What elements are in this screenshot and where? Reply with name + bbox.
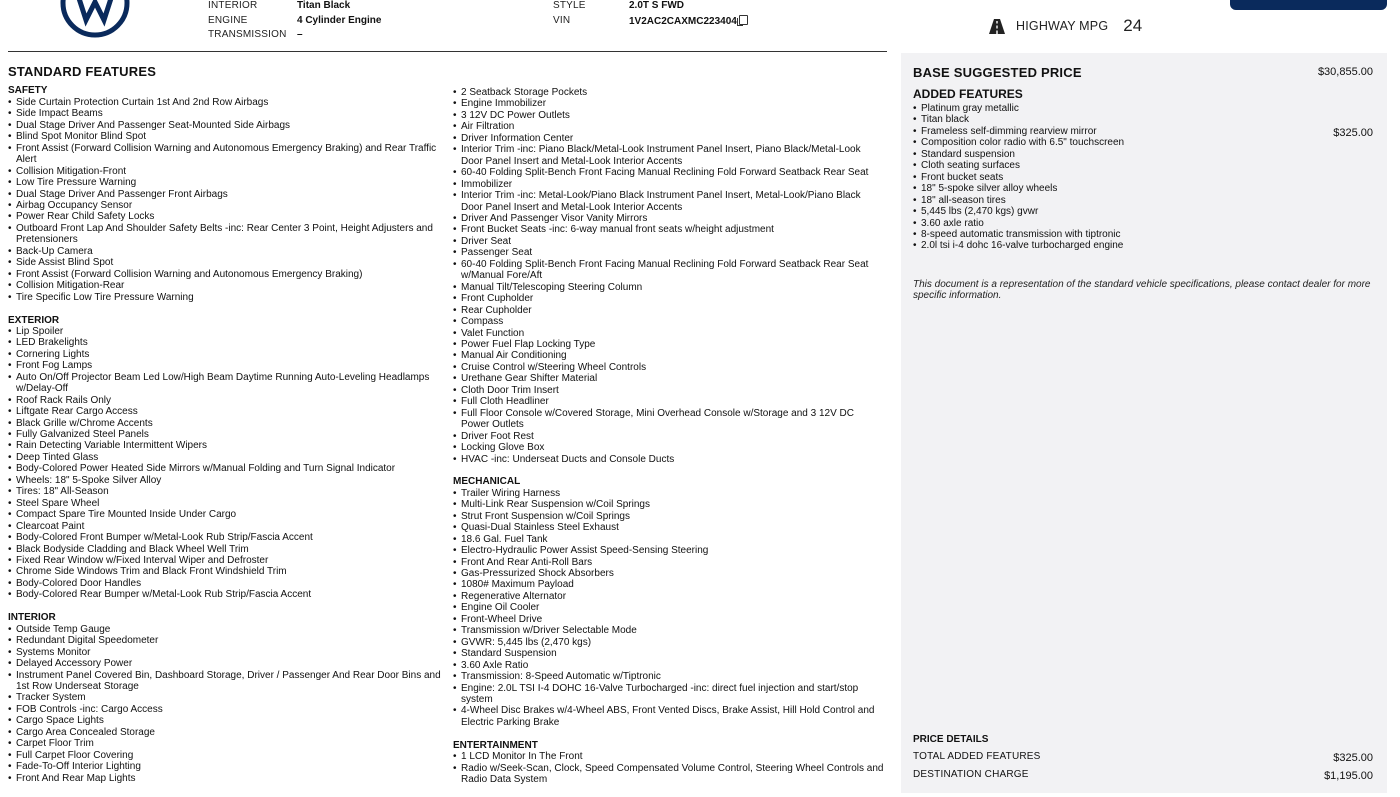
spec-label: INTERIOR bbox=[208, 0, 258, 11]
features-column-2 bbox=[453, 87, 885, 797]
feature-item: • Rear Cupholder bbox=[453, 305, 885, 316]
feature-item: • 60-40 Folding Split-Bench Front Facing Manual Reclining Fold Forward Seatback Rear Seat w/Manual Fore/Aft bbox=[453, 259, 885, 282]
feature-item: • 1 LCD Monitor In The Front bbox=[453, 751, 885, 762]
feature-item: • Cruise Control w/Steering Wheel Controls bbox=[453, 362, 885, 373]
feature-item: • 60-40 Folding Split-Bench Front Facing Manual Reclining Fold Forward Seatback Rear Seat bbox=[453, 167, 885, 178]
feature-item: • Transmission w/Driver Selectable Mode bbox=[453, 625, 885, 636]
feature-item: • Locking Glove Box bbox=[453, 442, 885, 453]
feature-list bbox=[453, 488, 885, 729]
spec-value bbox=[629, 15, 748, 27]
feature-item: • Fixed Rear Window w/Fixed Interval Wiper and Defroster bbox=[8, 555, 448, 566]
added-feature-item: • Front bucket seats bbox=[913, 172, 1124, 183]
feature-item: • 1080# Maximum Payload bbox=[453, 579, 885, 590]
feature-list bbox=[453, 751, 885, 785]
feature-item: • HVAC -inc: Underseat Ducts and Console Ducts bbox=[453, 454, 885, 465]
feature-item: • Front Assist (Forward Collision Warning and Autonomous Emergency Braking) and Rear Traffic Alert bbox=[8, 143, 448, 166]
feature-item: • Outside Temp Gauge bbox=[8, 624, 448, 635]
spec-label: VIN bbox=[553, 15, 571, 26]
feature-item: • Engine: 2.0L TSI I-4 DOHC 16-Valve Turbocharged -inc: direct fuel injection and start/stop system bbox=[453, 683, 885, 706]
price-detail-value: $1,195.00 bbox=[1324, 770, 1373, 782]
feature-item: • Compass bbox=[453, 316, 885, 327]
highway-mpg-label: HIGHWAY MPG bbox=[1016, 19, 1109, 33]
highway-mpg bbox=[988, 14, 1142, 38]
added-feature-item: • Cloth seating surfaces bbox=[913, 160, 1124, 171]
added-feature-item: • 18" all-season tires bbox=[913, 195, 1124, 206]
feature-item: • Driver Foot Rest bbox=[453, 431, 885, 442]
feature-item: • Systems Monitor bbox=[8, 647, 448, 658]
feature-item: • GVWR: 5,445 lbs (2,470 kgs) bbox=[453, 637, 885, 648]
feature-item: • Tracker System bbox=[8, 692, 448, 703]
feature-item: • Body-Colored Power Heated Side Mirrors w/Manual Folding and Turn Signal Indicator bbox=[8, 463, 448, 474]
feature-item: • Standard Suspension bbox=[453, 648, 885, 659]
feature-item: • Driver And Passenger Visor Vanity Mirrors bbox=[453, 213, 885, 224]
feature-item: • Tire Specific Low Tire Pressure Warning bbox=[8, 292, 448, 303]
base-price-label: BASE SUGGESTED PRICE bbox=[913, 65, 1082, 80]
feature-item: • Deep Tinted Glass bbox=[8, 452, 448, 463]
feature-list bbox=[453, 87, 885, 465]
feature-item: • Front Assist (Forward Collision Warning and Autonomous Emergency Braking) bbox=[8, 269, 448, 280]
top-action-button[interactable] bbox=[1230, 0, 1387, 10]
feature-item: • Body-Colored Front Bumper w/Metal-Look Rub Strip/Fascia Accent bbox=[8, 532, 448, 543]
feature-item: • Fade-To-Off Interior Lighting bbox=[8, 761, 448, 772]
feature-item: • Immobilizer bbox=[453, 179, 885, 190]
added-feature-item: • Platinum gray metallic bbox=[913, 103, 1124, 114]
feature-list bbox=[8, 326, 448, 601]
feature-item: • Lip Spoiler bbox=[8, 326, 448, 337]
feature-item: • Front And Rear Map Lights bbox=[8, 773, 448, 784]
feature-item: • Collision Mitigation-Rear bbox=[8, 280, 448, 291]
feature-item: • Airbag Occupancy Sensor bbox=[8, 200, 448, 211]
added-feature-item: • 5,445 lbs (2,470 kgs) gvwr bbox=[913, 206, 1124, 217]
feature-item: • Front Fog Lamps bbox=[8, 360, 448, 371]
feature-item: • Carpet Floor Trim bbox=[8, 738, 448, 749]
feature-item: • Front-Wheel Drive bbox=[453, 614, 885, 625]
section-heading: SAFETY bbox=[8, 85, 48, 97]
feature-item: • Full Carpet Floor Covering bbox=[8, 750, 448, 761]
feature-item: • Low Tire Pressure Warning bbox=[8, 177, 448, 188]
spec-value-text: 2.0T S FWD bbox=[629, 0, 685, 11]
feature-item: • Body-Colored Rear Bumper w/Metal-Look Rub Strip/Fascia Accent bbox=[8, 589, 448, 600]
feature-item: • Roof Rack Rails Only bbox=[8, 395, 448, 406]
feature-item: • Liftgate Rear Cargo Access bbox=[8, 406, 448, 417]
feature-item: • Black Grille w/Chrome Accents bbox=[8, 418, 448, 429]
added-feature-item: • Composition color radio with 6.5" touchscreen bbox=[913, 137, 1124, 148]
section-heading: EXTERIOR bbox=[8, 314, 60, 326]
spec-value: 4 Cylinder Engine bbox=[297, 15, 382, 26]
feature-item: • Engine Oil Cooler bbox=[453, 602, 885, 613]
price-detail-label: TOTAL ADDED FEATURES bbox=[913, 751, 1041, 762]
feature-item: • Black Bodyside Cladding and Black Wheel Well Trim bbox=[8, 544, 448, 555]
feature-item: • Valet Function bbox=[453, 328, 885, 339]
feature-item: • Radio w/Seek-Scan, Clock, Speed Compensated Volume Control, Steering Wheel Controls and Radio Data System bbox=[453, 763, 885, 786]
feature-item: • Urethane Gear Shifter Material bbox=[453, 373, 885, 384]
spec-label: ENGINE bbox=[208, 15, 248, 26]
feature-item: • Auto On/Off Projector Beam Led Low/High Beam Daytime Running Auto-Leveling Headlamps w/Delay-Off bbox=[8, 372, 448, 395]
section-heading: MECHANICAL bbox=[453, 476, 521, 488]
feature-item: • Tires: 18" All-Season bbox=[8, 486, 448, 497]
feature-item: • Side Impact Beams bbox=[8, 108, 448, 119]
feature-item: • Collision Mitigation-Front bbox=[8, 166, 448, 177]
disclaimer: This document is a representation of the standard vehicle specifications, please contact dealer for more specific information. bbox=[913, 279, 1371, 302]
feature-item: • Cargo Space Lights bbox=[8, 715, 448, 726]
feature-item: • Power Rear Child Safety Locks bbox=[8, 211, 448, 222]
feature-item: • Side Assist Blind Spot bbox=[8, 257, 448, 268]
spec-value: – bbox=[297, 29, 303, 40]
section-heading: INTERIOR bbox=[8, 612, 56, 624]
feature-item: • Side Curtain Protection Curtain 1st And 2nd Row Airbags bbox=[8, 97, 448, 108]
feature-item: • Gas-Pressurized Shock Absorbers bbox=[453, 568, 885, 579]
feature-item: • Redundant Digital Speedometer bbox=[8, 635, 448, 646]
feature-item: • 2 Seatback Storage Pockets bbox=[453, 87, 885, 98]
vw-logo bbox=[60, 0, 130, 38]
feature-item: • FOB Controls -inc: Cargo Access bbox=[8, 704, 448, 715]
added-feature-item: • Standard suspension bbox=[913, 149, 1124, 160]
added-features-title: ADDED FEATURES bbox=[913, 87, 1023, 101]
feature-item: • 3.60 Axle Ratio bbox=[453, 660, 885, 671]
spec-value-text: 1V2AC2CAXMC223404 bbox=[629, 16, 737, 27]
feature-item: • Rain Detecting Variable Intermittent Wipers bbox=[8, 440, 448, 451]
feature-item: • Cloth Door Trim Insert bbox=[453, 385, 885, 396]
base-price-value: $30,855.00 bbox=[1317, 66, 1373, 78]
feature-item: • Full Cloth Headliner bbox=[453, 396, 885, 407]
feature-item: • Front Cupholder bbox=[453, 293, 885, 304]
feature-item: • Delayed Accessory Power bbox=[8, 658, 448, 669]
feature-item: • Trailer Wiring Harness bbox=[453, 488, 885, 499]
added-feature-item: • 18" 5-spoke silver alloy wheels bbox=[913, 183, 1124, 194]
section-heading: ENTERTAINMENT bbox=[453, 739, 538, 751]
feature-item: • Back-Up Camera bbox=[8, 246, 448, 257]
added-feature-item: • 3.60 axle ratio bbox=[913, 218, 1124, 229]
feature-item: • Compact Spare Tire Mounted Inside Under Cargo bbox=[8, 509, 448, 520]
mirror-option-price: $325.00 bbox=[1333, 127, 1373, 139]
feature-item: • Chrome Side Windows Trim and Black Front Windshield Trim bbox=[8, 566, 448, 577]
feature-item: • Cargo Area Concealed Storage bbox=[8, 727, 448, 738]
feature-item: • Electro-Hydraulic Power Assist Speed-Sensing Steering bbox=[453, 545, 885, 556]
feature-list bbox=[8, 624, 448, 784]
feature-item: • Manual Air Conditioning bbox=[453, 350, 885, 361]
highway-mpg-value: 24 bbox=[1123, 16, 1143, 35]
added-feature-item: • 8-speed automatic transmission with tiptronic bbox=[913, 229, 1124, 240]
price-detail-value: $325.00 bbox=[1333, 752, 1373, 764]
feature-item: • Front And Rear Anti-Roll Bars bbox=[453, 557, 885, 568]
feature-item: • Interior Trim -inc: Metal-Look/Piano Black Instrument Panel Insert, Metal-Look/Piano Black Door Panel Insert and Metal-Look Interior Accents bbox=[453, 190, 885, 213]
feature-item: • LED Brakelights bbox=[8, 337, 448, 348]
added-feature-item: • 2.0l tsi i-4 dohc 16-valve turbocharged engine bbox=[913, 240, 1124, 251]
feature-item: • Cornering Lights bbox=[8, 349, 448, 360]
price-detail-label: DESTINATION CHARGE bbox=[913, 769, 1029, 780]
feature-item: • Body-Colored Door Handles bbox=[8, 578, 448, 589]
feature-item: • Power Fuel Flap Locking Type bbox=[453, 339, 885, 350]
feature-item: • Outboard Front Lap And Shoulder Safety Belts -inc: Rear Center 3 Point, Height Adjusters and Pretensioners bbox=[8, 223, 448, 246]
feature-item: • 4-Wheel Disc Brakes w/4-Wheel ABS, Front Vented Discs, Brake Assist, Hill Hold Control and Electric Parking Brake bbox=[453, 705, 885, 728]
feature-item: • Instrument Panel Covered Bin, Dashboard Storage, Driver / Passenger And Rear Door Bins and 1st Row Underseat Storage bbox=[8, 670, 448, 693]
feature-item: • Regenerative Alternator bbox=[453, 591, 885, 602]
feature-item: • Strut Front Suspension w/Coil Springs bbox=[453, 511, 885, 522]
feature-item: • Clearcoat Paint bbox=[8, 521, 448, 532]
features-title: STANDARD FEATURES bbox=[8, 64, 157, 79]
feature-item: • Steel Spare Wheel bbox=[8, 498, 448, 509]
feature-item: • Wheels: 18" 5-Spoke Silver Alloy bbox=[8, 475, 448, 486]
feature-item: • Transmission: 8-Speed Automatic w/Tiptronic bbox=[453, 671, 885, 682]
feature-item: • Driver Information Center bbox=[453, 133, 885, 144]
feature-item: • 18.6 Gal. Fuel Tank bbox=[453, 534, 885, 545]
feature-item: • 3 12V DC Power Outlets bbox=[453, 110, 885, 121]
price-details-title: PRICE DETAILS bbox=[913, 734, 989, 745]
feature-list bbox=[8, 97, 448, 303]
spec-label: STYLE bbox=[553, 0, 586, 11]
feature-item: • Dual Stage Driver And Passenger Front Airbags bbox=[8, 189, 448, 200]
feature-item: • Full Floor Console w/Covered Storage, Mini Overhead Console w/Storage and 3 12V DC Power Outlets bbox=[453, 408, 885, 431]
header-divider bbox=[8, 51, 887, 52]
spec-value: Titan Black bbox=[297, 0, 351, 11]
feature-item: • Passenger Seat bbox=[453, 247, 885, 258]
added-feature-item: • Frameless self-dimming rearview mirror bbox=[913, 126, 1124, 137]
feature-item: • Blind Spot Monitor Blind Spot bbox=[8, 131, 448, 142]
added-features-list bbox=[913, 103, 1124, 252]
copy-icon[interactable] bbox=[739, 15, 748, 25]
feature-item: • Driver Seat bbox=[453, 236, 885, 247]
feature-item: • Dual Stage Driver And Passenger Seat-Mounted Side Airbags bbox=[8, 120, 448, 131]
feature-item: • Engine Immobilizer bbox=[453, 98, 885, 109]
features-column-1 bbox=[8, 66, 448, 796]
highway-icon bbox=[988, 17, 1006, 35]
feature-item: • Multi-Link Rear Suspension w/Coil Springs bbox=[453, 499, 885, 510]
spec-value bbox=[629, 0, 684, 11]
feature-item: • Quasi-Dual Stainless Steel Exhaust bbox=[453, 522, 885, 533]
feature-item: • Interior Trim -inc: Piano Black/Metal-Look Instrument Panel Insert, Piano Black/Metal-Look Door Panel Insert and Metal-Look Interior Accents bbox=[453, 144, 885, 167]
added-feature-item: • Titan black bbox=[913, 114, 1124, 125]
spec-label: TRANSMISSION bbox=[208, 29, 287, 40]
feature-item: • Fully Galvanized Steel Panels bbox=[8, 429, 448, 440]
feature-item: • Front Bucket Seats -inc: 6-way manual front seats w/height adjustment bbox=[453, 224, 885, 235]
feature-item: • Air Filtration bbox=[453, 121, 885, 132]
feature-item: • Manual Tilt/Telescoping Steering Column bbox=[453, 282, 885, 293]
